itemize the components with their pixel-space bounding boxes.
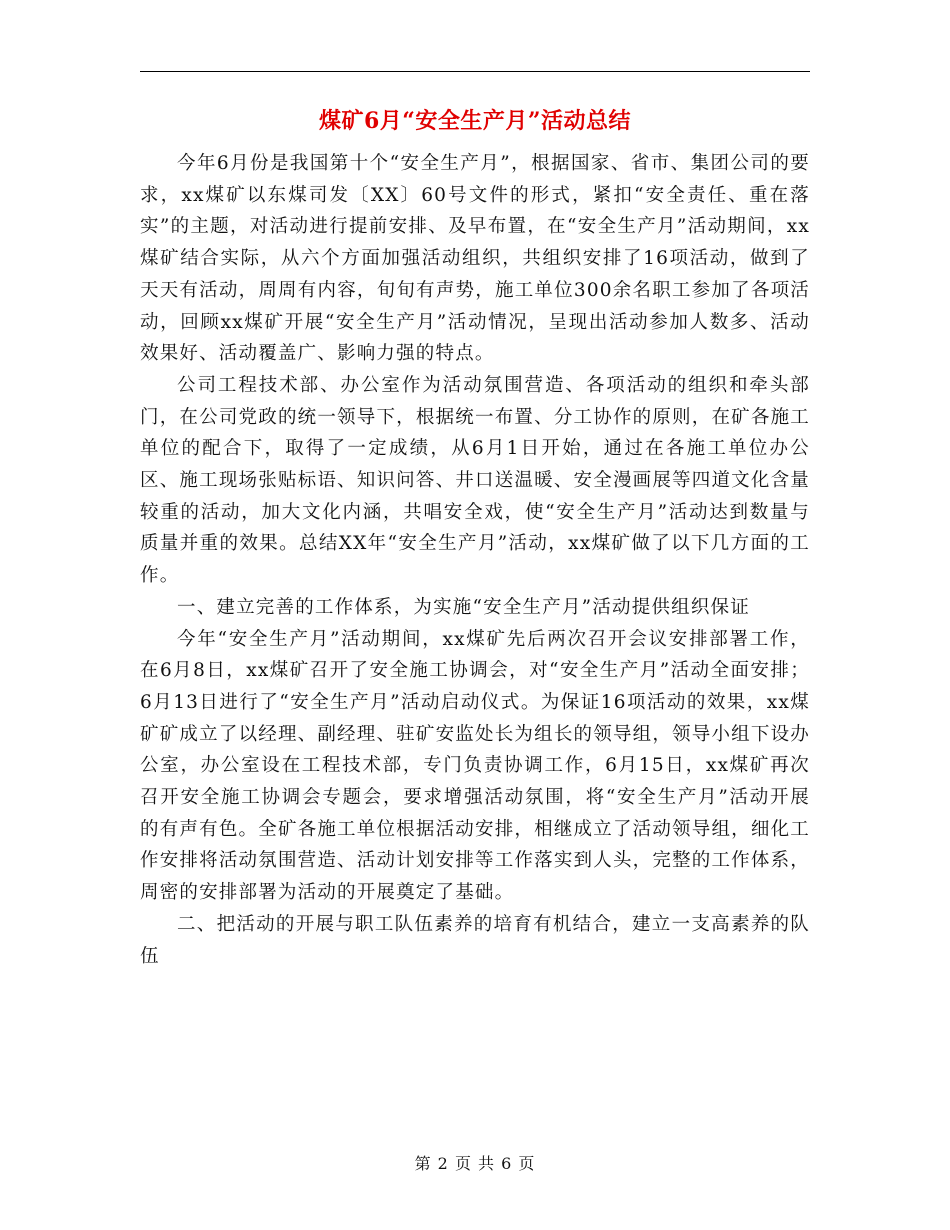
page-title: 煤矿6月“安全生产月”活动总结: [318, 108, 632, 134]
document-body: [140, 148, 810, 972]
section-heading-2: 二、把活动的开展与职工队伍素养的培育有机结合，建立一支高素养的队伍: [140, 913, 810, 967]
paragraph-intro: 今年6月份是我国第十个“安全生产月”，根据国家、省市、集团公司的要求，xx煤矿以东煤司发〔XX〕60号文件的形式，紧扣“安全责任、重在落实”的主题，对活动进行提前安排、及早布置，在“安全生产月”活动期间，xx煤矿结合实际，从六个方面加强活动组织，共组织安排了16项活动，做到了天天有活动，周周有内容，旬旬有声势，施工单位300余名职工参加了各项活动，回顾xx煤矿开展“安全生产月”活动情况，呈现出活动参加人数多、活动效果好、活动覆盖广、影响力强的特点。: [140, 153, 810, 365]
page-footer: [140, 1152, 810, 1176]
header-rule: [140, 71, 810, 72]
paragraph-section-1: 今年“安全生产月”活动期间，xx煤矿先后两次召开会议安排部署工作，在6月8日，xx煤矿召开了安全施工协调会，对“安全生产月”活动全面安排；6月13日进行了“安全生产月”活动启动仪式。为保证16项活动的效果，xx煤矿矿成立了以经理、副经理、驻矿安监处长为组长的领导组，领导小组下设办公室，办公室设在工程技术部，专门负责协调工作，6月15日，xx煤矿再次召开安全施工协调会专题会，要求增强活动氛围，将“安全生产月”活动开展的有声有色。全矿各施工单位根据活动安排，相继成立了活动领导组，细化工作安排将活动氛围营造、活动计划安排等工作落实到人头，完整的工作体系，周密的安排部署为活动的开展奠定了基础。: [140, 628, 810, 904]
section-heading-1: 一、建立完善的工作体系，为实施“安全生产月”活动提供组织保证: [177, 596, 750, 618]
page-number-label: 第 2 页 共 6 页: [414, 1154, 536, 1173]
paragraph-departments: 公司工程技术部、办公室作为活动氛围营造、各项活动的组织和牵头部门，在公司党政的统一领导下，根据统一布置、分工协作的原则，在矿各施工单位的配合下，取得了一定成绩，从6月1日开始，通过在各施工单位办公区、施工现场张贴标语、知识问答、井口送温暖、安全漫画展等四道文化含量较重的活动，加大文化内涵，共唱安全戏，使“安全生产月”活动达到数量与质量并重的效果。总结XX年“安全生产月”活动，xx煤矿做了以下几方面的工作。: [140, 374, 810, 587]
